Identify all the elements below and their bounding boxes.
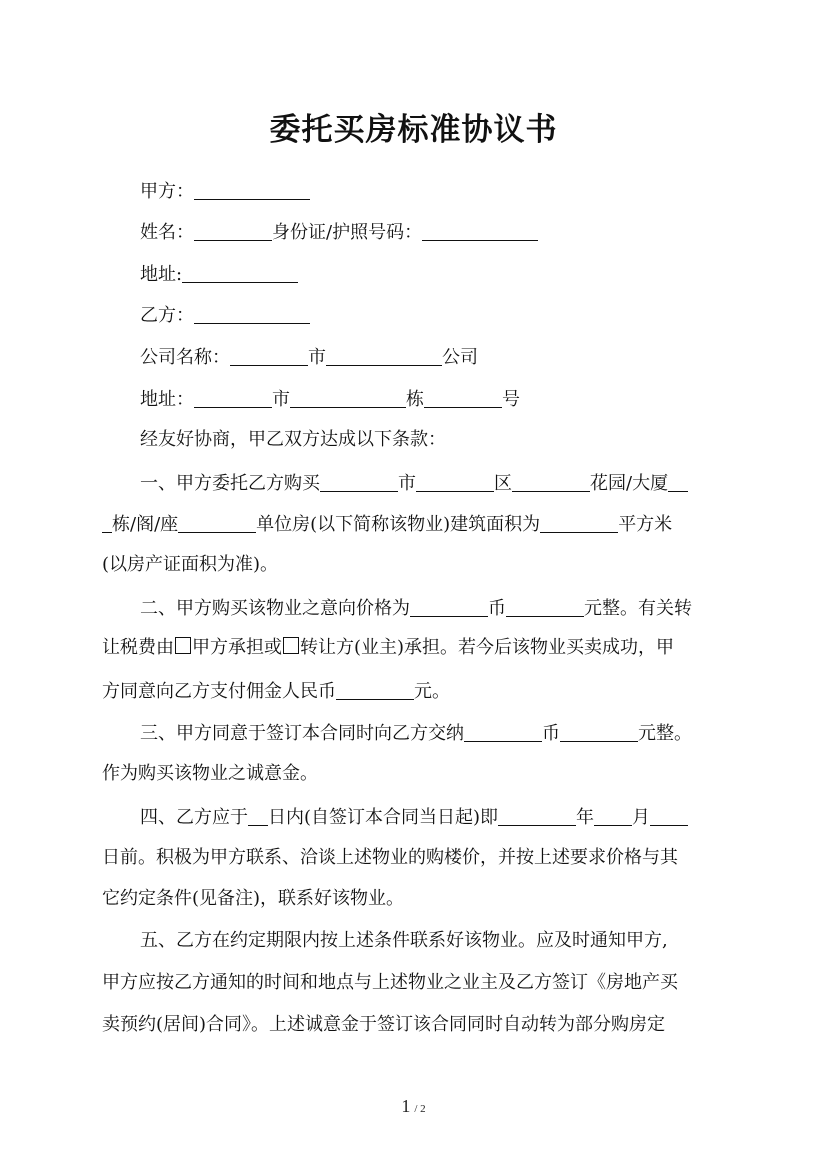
days-blank[interactable]	[248, 807, 268, 826]
clause2-yuan: 元。	[414, 681, 450, 702]
clause1-line3: (以房产证面积为准)。	[102, 554, 279, 575]
clause2-tax-text: 让税费由	[102, 637, 174, 658]
company-label: 公司名称：	[140, 347, 230, 368]
year-blank[interactable]	[498, 807, 576, 826]
address-city-blank[interactable]	[194, 389, 272, 408]
day-blank[interactable]	[650, 807, 688, 826]
clause2-line3	[102, 678, 722, 704]
clause4-line2: 日前。积极为甲方联系、洽谈上述物业的购楼价，并按上述要求价格与其	[102, 847, 678, 868]
address-number-blank[interactable]	[424, 389, 502, 408]
clause2-party-a-option: 甲方承担或	[192, 637, 282, 658]
clause1-garden-label: 花园/大厦	[590, 473, 669, 494]
total-pages: / 2	[414, 1103, 426, 1115]
party-b-address-label: 地址：	[140, 389, 194, 410]
city-label: 市	[308, 347, 326, 368]
clause3-amount-blank[interactable]	[560, 723, 638, 742]
company-name-blank[interactable]	[326, 347, 442, 366]
clause4-line3: 它约定条件(见备注)，联系好该物业。	[102, 888, 405, 909]
clause1-garden-blank[interactable]	[512, 473, 590, 492]
clause1-line1	[140, 470, 722, 496]
party-b-label: 乙方：	[140, 305, 194, 326]
party-a-line	[140, 178, 722, 204]
clause1-unit-blank[interactable]	[178, 514, 256, 533]
party-a-address-line	[140, 261, 722, 287]
party-a-name-line	[140, 219, 722, 245]
clause2-amount-blank[interactable]	[506, 598, 584, 617]
clause1-area-blank[interactable]	[540, 514, 618, 533]
intro-line: 经友好协商，甲乙双方达成以下条款：	[140, 429, 446, 450]
clause2-currency-blank[interactable]	[410, 598, 488, 617]
clause1-text-a: 一、甲方委托乙方购买	[140, 473, 320, 494]
party-b-line	[140, 302, 722, 328]
company-city-blank[interactable]	[230, 347, 308, 366]
year-label: 年	[576, 807, 595, 828]
party-a-blank[interactable]	[194, 181, 310, 200]
party-b-blank[interactable]	[194, 305, 310, 324]
name-label: 姓名：	[140, 222, 194, 243]
seller-bears-checkbox[interactable]	[283, 637, 299, 654]
clause3-currency-blank[interactable]	[464, 723, 542, 742]
clause5-line3: 卖预约(居间)合同》。上述诚意金于签订该合同同时自动转为部分购房定	[102, 1014, 666, 1035]
clause1-city-blank[interactable]	[320, 473, 398, 492]
clause2-text-a: 二、甲方购买该物业之意向价格为	[140, 598, 410, 619]
clause1-line2	[102, 511, 722, 537]
clause1-building-label: 栋/阁/座	[112, 514, 179, 535]
clause1-tower-blank-b[interactable]	[102, 514, 112, 533]
commission-blank[interactable]	[336, 681, 414, 700]
clause1-tower-blank-a[interactable]	[668, 473, 688, 492]
number-label: 号	[502, 389, 520, 410]
clause2-commission-text: 方同意向乙方支付佣金人民币	[102, 681, 336, 702]
party-a-bears-checkbox[interactable]	[175, 637, 191, 654]
clause5-line1: 五、乙方在约定期限内按上述条件联系好该物业。应及时通知甲方,	[140, 930, 668, 951]
clause1-area-text: 单位房(以下简称该物业)建筑面积为	[256, 514, 541, 535]
company-line	[140, 344, 722, 370]
month-blank[interactable]	[594, 807, 632, 826]
page-indicator	[0, 1096, 827, 1117]
clause3-text-c: 元整。	[638, 723, 692, 744]
clause2-currency-label: 币	[488, 598, 506, 619]
clause4-text-a: 四、乙方应于	[140, 807, 248, 828]
party-b-address-line	[140, 386, 722, 412]
clause3-line1	[140, 720, 722, 746]
clause1-district-blank[interactable]	[416, 473, 494, 492]
clause2-line1	[140, 595, 722, 621]
clause5-line2: 甲方应按乙方通知的时间和地点与上述物业之业主及乙方签订《房地产买	[102, 972, 678, 993]
clause1-city-label: 市	[398, 473, 416, 494]
id-blank[interactable]	[422, 222, 538, 241]
party-a-address-blank[interactable]	[182, 264, 298, 283]
clause3-text-a: 三、甲方同意于签订本合同时向乙方交纳	[140, 723, 464, 744]
building-label: 栋	[406, 389, 424, 410]
clause3-line2: 作为购买该物业之诚意金。	[102, 763, 318, 784]
clause2-line2	[102, 636, 722, 660]
address-building-blank[interactable]	[290, 389, 406, 408]
name-blank[interactable]	[194, 222, 272, 241]
clause2-text-c: 元整。有关转	[584, 598, 692, 619]
current-page: 1	[401, 1096, 411, 1116]
month-label: 月	[632, 807, 651, 828]
clause2-seller-option: 转让方(业主)承担。若今后该物业买卖成功，甲	[300, 637, 675, 658]
document-title: 委托买房标准协议书	[269, 112, 558, 148]
clause4-line1	[140, 804, 722, 830]
clause3-currency-label: 币	[542, 723, 560, 744]
clause1-district-label: 区	[494, 473, 512, 494]
party-a-label: 甲方：	[140, 181, 194, 202]
clause4-text-b: 日内(自签订本合同当日起)即	[268, 807, 499, 828]
id-label: 身份证/护照号码：	[272, 222, 423, 243]
company-suffix: 公司	[442, 347, 478, 368]
clause1-area-unit: 平方米	[618, 514, 673, 535]
party-a-address-label: 地址:	[140, 264, 183, 285]
address-city-label: 市	[272, 389, 290, 410]
